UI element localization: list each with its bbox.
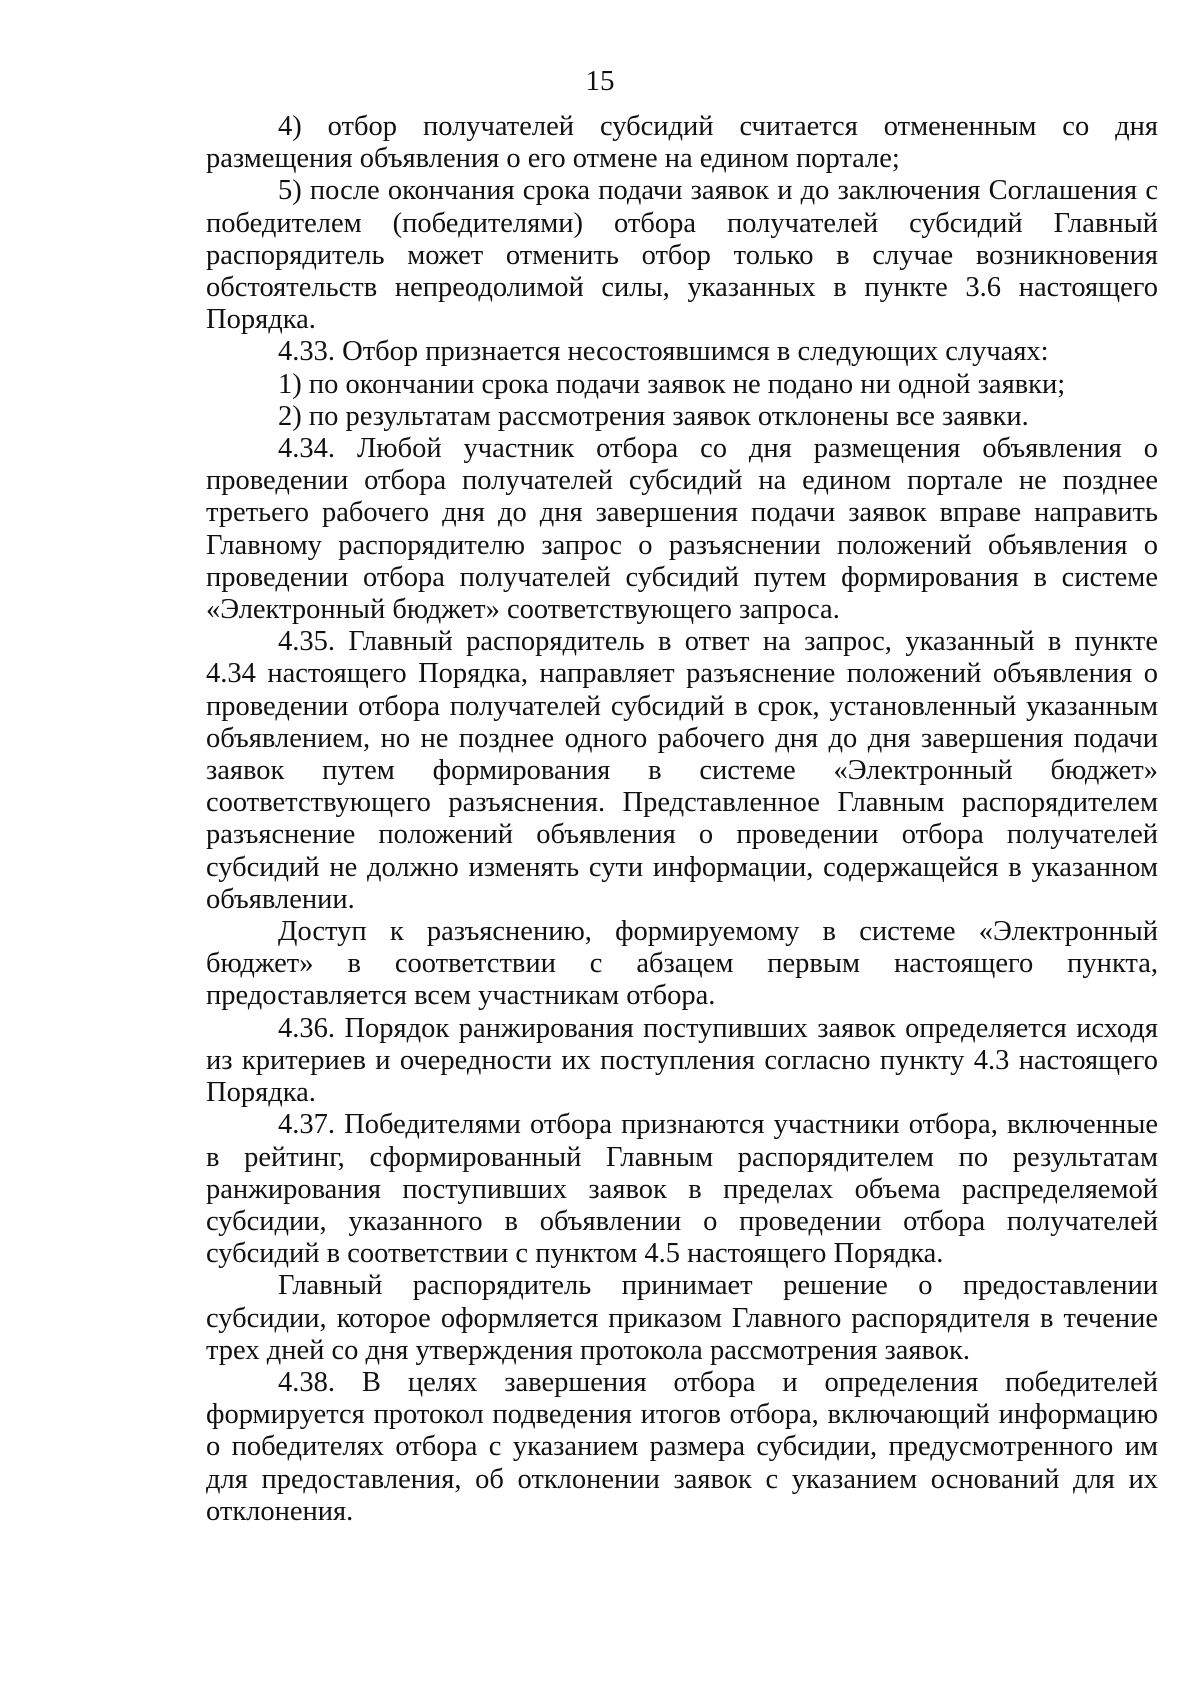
paragraph-4-33: 4.33. Отбор признается несостоявшимся в следующих случаях: bbox=[278, 336, 1049, 368]
paragraph-4-33-item-2: 2) по результатам рассмотрения заявок отклонены все заявки. bbox=[278, 400, 1029, 432]
paragraph-4-32-item-4: 4) отбор получателей субсидий считается отмененным со дня размещения объявления о его отмене на едином портале; bbox=[206, 111, 1158, 175]
paragraph-4-35-access: Доступ к разъяснению, формируемому в системе «Электронный бюджет» в соответствии с абзацем первым настоящего пункта, предоставляется всем участникам отбора. bbox=[206, 916, 1158, 1012]
paragraph-4-32-item-5: 5) после окончания срока подачи заявок и до заключения Соглашения с победителем (победителями) отбора получателей субсидий Главный распорядитель может отменить отбор только в случае возникновения обстоятельств непреодолимой силы, указанных в пункте 3.6 настоящего Порядка. bbox=[206, 175, 1158, 336]
paragraph-4-37-decision: Главный распорядитель принимает решение о предоставлении субсидии, которое оформляется приказом Главного распорядителя в течение трех дней со дня утверждения протокола рассмотрения заявок. bbox=[206, 1270, 1158, 1366]
paragraph-4-38: 4.38. В целях завершения отбора и определения победителей формируется протокол подведения итогов отбора, включающий информацию о победителях отбора с указанием размера субсидии, предусмотренного им для предоставления, об отклонении заявок с указанием оснований для их отклонения. bbox=[206, 1366, 1158, 1527]
paragraph-4-36: 4.36. Порядок ранжирования поступивших заявок определяется исходя из критериев и очередности их поступления согласно пункту 4.3 настоящего Порядка. bbox=[206, 1012, 1158, 1109]
paragraph-4-34: 4.34. Любой участник отбора со дня размещения объявления о проведении отбора получателей субсидий на едином портале не позднее третьего рабочего дня до дня завершения подачи заявок вправе направить Главному распорядителю запрос о разъяснении положений объявления о проведении отбора получателей субсидий путем формирования в системе «Электронный бюджет» соответствующего запроса. bbox=[206, 433, 1158, 626]
page-number: 15 bbox=[585, 65, 615, 97]
paragraph-4-33-item-1: 1) по окончании срока подачи заявок не подано ни одной заявки; bbox=[278, 368, 1066, 400]
paragraph-4-37: 4.37. Победителями отбора признаются участники отбора, включенные в рейтинг, сформированный Главным распорядителем по результатам ранжирования поступивших заявок в пределах объема распределяемой субсидии, указанного в объявлении о проведении отбора получателей субсидий в соответствии с пунктом 4.5 настоящего Порядка. bbox=[206, 1109, 1158, 1270]
paragraph-4-35: 4.35. Главный распорядитель в ответ на запрос, указанный в пункте 4.34 настоящего Порядка, направляет разъяснение положений объявления о проведении отбора получателей субсидий в срок, установленный указанным объявлением, но не позднее одного рабочего дня до дня завершения подачи заявок путем формирования в системе «Электронный бюджет» соответствующего разъяснения. Представленное Главным распорядителем разъяснение положений объявления о проведении отбора получателей субсидий не должно изменять сути информации, содержащейся в указанном объявлении. bbox=[206, 626, 1158, 915]
document-body bbox=[206, 111, 1158, 1528]
